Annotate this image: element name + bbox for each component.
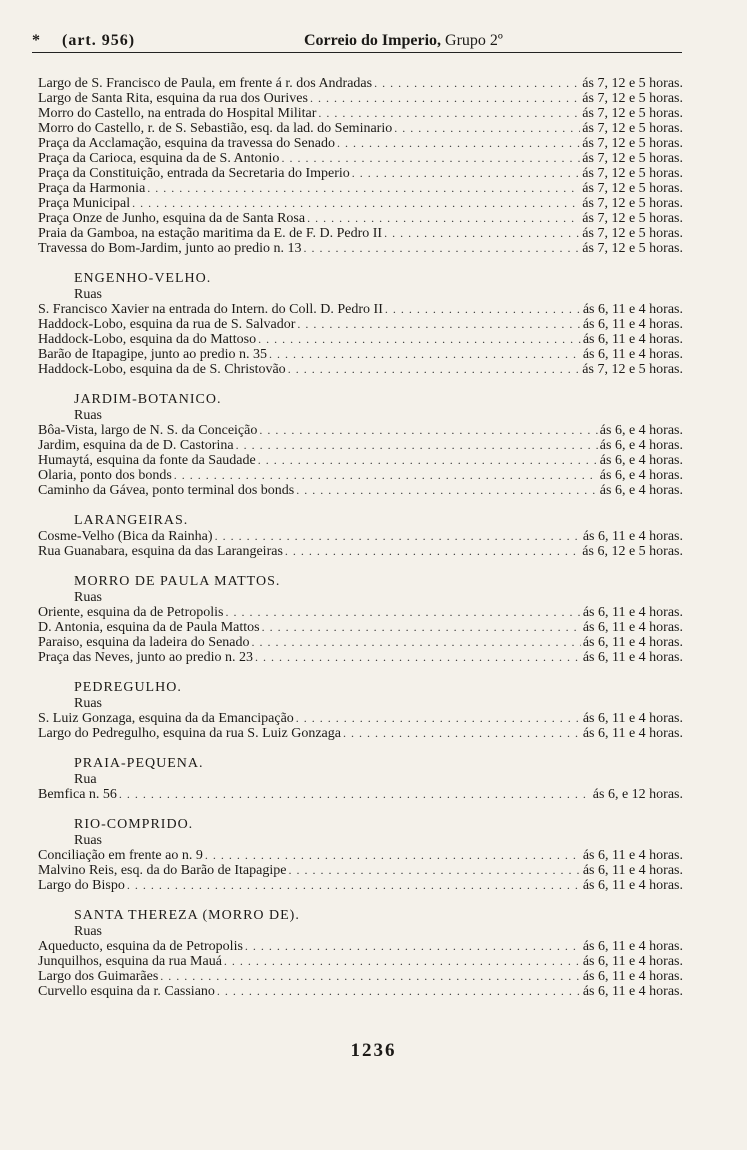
collection-hours: ás 6, 11 e 4 horas. [582, 635, 683, 650]
dot-leader [310, 91, 580, 106]
collection-hours: ás 7, 12 e 5 horas. [582, 211, 683, 226]
dot-leader [258, 453, 598, 468]
mailbox-location: Praça da Constituição, entrada da Secretaria do Imperio [38, 166, 350, 181]
collection-hours: ás 6, 11 e 4 horas. [582, 711, 683, 726]
dot-leader [384, 226, 580, 241]
collection-hours: ás 7, 12 e 5 horas. [582, 166, 683, 181]
mailbox-location: Junquilhos, esquina da rua Mauá [38, 954, 222, 969]
collection-hours: ás 7, 12 e 5 horas. [582, 226, 683, 241]
mailbox-location: Humaytá, esquina da fonte da Saudade [38, 453, 256, 468]
collection-hours: ás 6, 11 e 4 horas. [582, 332, 683, 347]
mailbox-row [38, 620, 683, 635]
mailbox-row [38, 605, 683, 620]
mailbox-row [38, 166, 683, 181]
district-title: PRAIA-PEQUENA. [74, 756, 204, 771]
collection-hours: ás 7, 12 e 5 horas. [582, 136, 683, 151]
dot-leader [296, 711, 581, 726]
page-number: 1236 [350, 1040, 397, 1061]
collection-hours: ás 6, 11 e 4 horas. [582, 726, 683, 741]
dot-leader [285, 544, 580, 559]
mailbox-location: Largo dos Guimarães [38, 969, 159, 984]
mailbox-location: D. Antonia, esquina da de Paula Mattos [38, 620, 260, 635]
mailbox-location: Haddock-Lobo, esquina da rua de S. Salvador [38, 317, 296, 332]
collection-hours: ás 6, e 4 horas. [599, 453, 683, 468]
collection-hours: ás 7, 12 e 5 horas. [582, 151, 683, 166]
mailbox-row [38, 453, 683, 468]
mailbox-location: Travessa do Bom-Jardim, junto ao predio n. 13 [38, 241, 302, 256]
collection-hours: ás 6, 11 e 4 horas. [582, 863, 683, 878]
mailbox-location: Conciliação em frente ao n. 9 [38, 848, 203, 863]
district-section [38, 756, 683, 802]
mailbox-location: Jardim, esquina da de D. Castorina [38, 438, 234, 453]
mailbox-row [38, 848, 683, 863]
mailbox-row [38, 302, 683, 317]
dot-leader [343, 726, 581, 741]
district-title: MORRO DE PAULA MATTOS. [74, 574, 281, 589]
collection-hours: ás 6, 11 e 4 horas. [582, 650, 683, 665]
district-section [38, 392, 683, 498]
mailbox-row [38, 423, 683, 438]
mailbox-row [38, 635, 683, 650]
dot-leader [307, 211, 580, 226]
mailbox-row [38, 151, 683, 166]
mailbox-location: Olaria, ponto dos bonds [38, 468, 172, 483]
district-title: JARDIM-BOTANICO. [74, 392, 222, 407]
district-title: SANTA THEREZA (MORRO DE). [74, 908, 300, 923]
mailbox-location: Praia da Gamboa, na estação maritima da E. de F. D. Pedro II [38, 226, 383, 241]
mailbox-row [38, 317, 683, 332]
mailbox-location: Largo do Pedregulho, esquina da rua S. Luiz Gonzaga [38, 726, 341, 741]
mailbox-row [38, 711, 683, 726]
collection-hours: ás 7, 12 e 5 horas. [582, 91, 683, 106]
district-title: PEDREGULHO. [74, 680, 182, 695]
mailbox-location: Bemfica n. 56 [38, 787, 117, 802]
mailbox-row [38, 347, 683, 362]
district-section [38, 513, 683, 559]
collection-hours: ás 7, 12 e 5 horas. [582, 121, 683, 136]
district-section [38, 680, 683, 741]
mailbox-row [38, 787, 683, 802]
collection-hours: ás 6, 12 e 5 horas. [582, 544, 683, 559]
dot-leader [119, 787, 591, 802]
mailbox-row [38, 984, 683, 999]
collection-hours: ás 6, e 4 horas. [599, 438, 683, 453]
mailbox-row [38, 878, 683, 893]
dot-leader [304, 241, 581, 256]
dot-leader [236, 438, 598, 453]
district-subtitle: Ruas [74, 408, 102, 423]
dot-leader [259, 423, 597, 438]
article-number: (art. 956) [62, 32, 136, 49]
dot-leader [318, 106, 580, 121]
mailbox-location: Curvello esquina da r. Cassiano [38, 984, 215, 999]
dot-leader [281, 151, 580, 166]
mailbox-row [38, 650, 683, 665]
mailbox-row [38, 332, 683, 347]
dot-leader [224, 954, 581, 969]
dot-leader [258, 332, 581, 347]
dot-leader [147, 181, 580, 196]
mailbox-location: Paraiso, esquina da ladeira do Senado [38, 635, 250, 650]
dot-leader [288, 863, 580, 878]
collection-hours: ás 6, 11 e 4 horas. [582, 878, 683, 893]
mailbox-location: Caminho da Gávea, ponto terminal dos bonds [38, 483, 295, 498]
district-title: LARANGEIRAS. [74, 513, 189, 528]
header-title-text: Correio do Imperio, [304, 32, 442, 49]
dot-leader [374, 76, 580, 91]
mailbox-location: Cosme-Velho (Bica da Rainha) [38, 529, 213, 544]
mailbox-location: Morro do Castello, na entrada do Hospital Militar [38, 106, 317, 121]
mailbox-row [38, 468, 683, 483]
dot-leader [132, 196, 580, 211]
dot-leader [296, 483, 598, 498]
mailbox-location: Aqueducto, esquina da de Petropolis [38, 939, 243, 954]
dot-leader [288, 362, 581, 377]
district-section [38, 908, 683, 999]
mailbox-row [38, 954, 683, 969]
collection-hours: ás 7, 12 e 5 horas. [582, 241, 683, 256]
dot-leader [205, 848, 581, 863]
mailbox-location: Praça Onze de Junho, esquina da de Santa Rosa [38, 211, 306, 226]
header-title [304, 32, 503, 50]
mailbox-list [38, 76, 683, 999]
running-header [32, 30, 682, 53]
collection-hours: ás 6, 11 e 4 horas. [582, 302, 683, 317]
collection-hours: ás 6, 11 e 4 horas. [582, 529, 683, 544]
collection-hours: ás 7, 12 e 5 horas. [582, 196, 683, 211]
collection-hours: ás 7, 12 e 5 horas. [582, 76, 683, 91]
collection-hours: ás 6, e 4 horas. [599, 483, 683, 498]
collection-hours: ás 6, 11 e 4 horas. [582, 954, 683, 969]
mailbox-location: S. Francisco Xavier na entrada do Intern. do Coll. D. Pedro II [38, 302, 383, 317]
dot-leader [352, 166, 581, 181]
mailbox-row [38, 211, 683, 226]
dot-leader [174, 468, 598, 483]
mailbox-location: Praça das Neves, junto ao predio n. 23 [38, 650, 253, 665]
mailbox-location: Largo de S. Francisco de Paula, em frente á r. dos Andradas [38, 76, 373, 91]
collection-hours: ás 7, 12 e 5 horas. [582, 362, 683, 377]
mailbox-row [38, 226, 683, 241]
dot-leader [269, 347, 581, 362]
mailbox-location: Oriente, esquina da de Petropolis [38, 605, 224, 620]
mailbox-location: Barão de Itapagipe, junto ao predio n. 35 [38, 347, 267, 362]
district-subtitle: Ruas [74, 696, 102, 711]
mailbox-row [38, 91, 683, 106]
mailbox-row [38, 544, 683, 559]
mailbox-row [38, 241, 683, 256]
dot-leader [252, 635, 581, 650]
mailbox-location: Praça da Carioca, esquina da de S. Antonio [38, 151, 280, 166]
mailbox-location: Haddock-Lobo, esquina da de S. Christovão [38, 362, 286, 377]
district-title: ENGENHO-VELHO. [74, 271, 212, 286]
mailbox-row [38, 106, 683, 121]
district-section [38, 574, 683, 665]
collection-hours: ás 7, 12 e 5 horas. [582, 106, 683, 121]
district-subtitle: Ruas [74, 833, 102, 848]
mailbox-row [38, 483, 683, 498]
mailbox-row [38, 121, 683, 136]
dot-leader [297, 317, 580, 332]
collection-hours: ás 6, 11 e 4 horas. [582, 848, 683, 863]
header-group: Grupo 2º [445, 32, 503, 49]
dot-leader [262, 620, 581, 635]
mailbox-location: Malvino Reis, esq. da do Barão de Itapagipe [38, 863, 287, 878]
dot-leader [337, 136, 580, 151]
mailbox-location: S. Luiz Gonzaga, esquina da da Emancipação [38, 711, 294, 726]
collection-hours: ás 6, 11 e 4 horas. [582, 939, 683, 954]
mailbox-row [38, 362, 683, 377]
collection-hours: ás 6, 11 e 4 horas. [582, 969, 683, 984]
mailbox-location: Praça Municipal [38, 196, 131, 211]
mailbox-location: Haddock-Lobo, esquina da do Mattoso [38, 332, 257, 347]
district-subtitle: Ruas [74, 924, 102, 939]
mailbox-location: Morro do Castello, r. de S. Sebastião, esq. da lad. do Seminario [38, 121, 393, 136]
collection-hours: ás 6, e 12 horas. [592, 787, 683, 802]
dot-leader [160, 969, 581, 984]
dot-leader [245, 939, 581, 954]
collection-hours: ás 6, 11 e 4 horas. [582, 620, 683, 635]
mailbox-row [38, 969, 683, 984]
mailbox-row [38, 939, 683, 954]
mailbox-location: Praça da Harmonia [38, 181, 146, 196]
mailbox-location: Bôa-Vista, largo de N. S. da Conceição [38, 423, 258, 438]
header-star: * [32, 32, 40, 49]
district-subtitle: Ruas [74, 590, 102, 605]
collection-hours: ás 6, 11 e 4 horas. [582, 347, 683, 362]
dot-leader [217, 984, 581, 999]
dot-leader [127, 878, 581, 893]
dot-leader [215, 529, 581, 544]
mailbox-location: Rua Guanabara, esquina da das Larangeiras [38, 544, 283, 559]
mailbox-row [38, 529, 683, 544]
mailbox-row [38, 196, 683, 211]
mailbox-location: Largo do Bispo [38, 878, 125, 893]
collection-hours: ás 6, 11 e 4 horas. [582, 317, 683, 332]
mailbox-row [38, 863, 683, 878]
collection-hours: ás 7, 12 e 5 horas. [582, 181, 683, 196]
mailbox-location: Praça da Acclamação, esquina da travessa do Senado [38, 136, 335, 151]
dot-leader [255, 650, 581, 665]
district-subtitle: Ruas [74, 287, 102, 302]
mailbox-row [38, 136, 683, 151]
collection-hours: ás 6, e 4 horas. [599, 423, 683, 438]
collection-hours: ás 6, 11 e 4 horas. [582, 984, 683, 999]
collection-hours: ás 6, 11 e 4 horas. [582, 605, 683, 620]
dot-leader [225, 605, 580, 620]
district-section [38, 271, 683, 377]
dot-leader [394, 121, 580, 136]
district-subtitle: Rua [74, 772, 97, 787]
district-section [38, 817, 683, 893]
mailbox-row [38, 726, 683, 741]
mailbox-row [38, 438, 683, 453]
district-title: RIO-COMPRIDO. [74, 817, 194, 832]
dot-leader [385, 302, 581, 317]
mailbox-location: Largo de Santa Rita, esquina da rua dos Ourives [38, 91, 308, 106]
collection-hours: ás 6, e 4 horas. [599, 468, 683, 483]
mailbox-row [38, 76, 683, 91]
mailbox-row [38, 181, 683, 196]
